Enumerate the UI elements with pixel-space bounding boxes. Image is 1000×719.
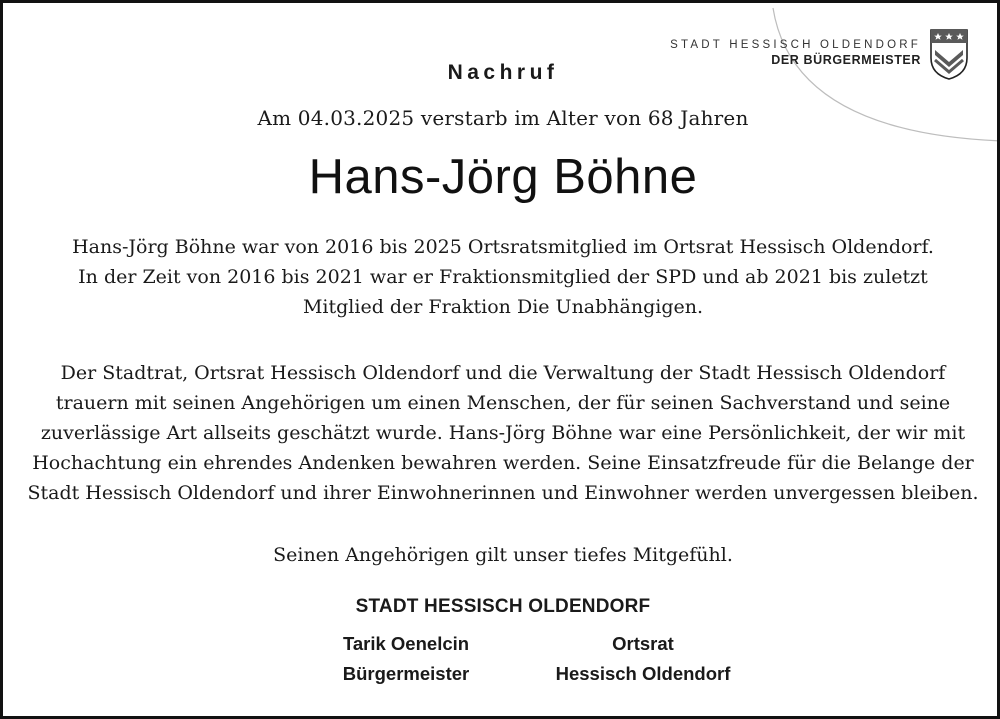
council-label: Ortsrat [612, 633, 674, 654]
letterhead-office: DER BÜRGERMEISTER [771, 53, 921, 67]
text-line: trauern mit seinen Angehörigen um einen Menschen, der für seinen Sachverstand und seine [55, 392, 951, 414]
death-announcement: Am 04.03.2025 verstarb im Alter von 68 Jahren [257, 106, 749, 130]
signatory-role: Bürgermeister [342, 663, 470, 684]
notice-title: Nachruf [447, 61, 559, 84]
paragraph-tribute [23, 358, 983, 508]
paragraph-tenure [23, 232, 983, 322]
text-line: In der Zeit von 2016 bis 2021 war er Fraktionsmitglied der SPD und ab 2021 bis zuletzt [78, 266, 928, 288]
text-line: zuverlässige Art allseits geschätzt wurde. Hans-Jörg Böhne war eine Persönlichkeit, der wir mit [40, 422, 966, 444]
signature-council [533, 629, 753, 689]
text-line: Mitglied der Fraktion Die Unabhängigen. [302, 296, 704, 318]
letterhead-city: STADT HESSISCH OLDENDORF [670, 39, 921, 51]
signing-organization: STADT HESSISCH OLDENDORF [355, 596, 651, 617]
council-location: Hessisch Oldendorf [555, 663, 731, 684]
closing-sentence: Seinen Angehörigen gilt unser tiefes Mitgefühl. [273, 544, 733, 566]
signatory-name: Tarik Oenelcin [342, 633, 470, 654]
deceased-name: Hans-Jörg Böhne [308, 150, 698, 204]
signature-mayor [306, 629, 506, 689]
text-line: Der Stadtrat, Ortsrat Hessisch Oldendorf und die Verwaltung der Stadt Hessisch Oldendorf [60, 362, 946, 384]
text-line: Hochachtung ein ehrendes Andenken bewahren werden. Seine Einsatzfreude für die Belange der [32, 452, 974, 474]
text-line: Stadt Hessisch Oldendorf und ihrer Einwohnerinnen und Einwohner werden unvergessen bleiben. [27, 482, 979, 504]
text-line: Hans-Jörg Böhne war von 2016 bis 2025 Ortsratsmitglied im Ortsrat Hessisch Oldendorf. [72, 236, 934, 258]
